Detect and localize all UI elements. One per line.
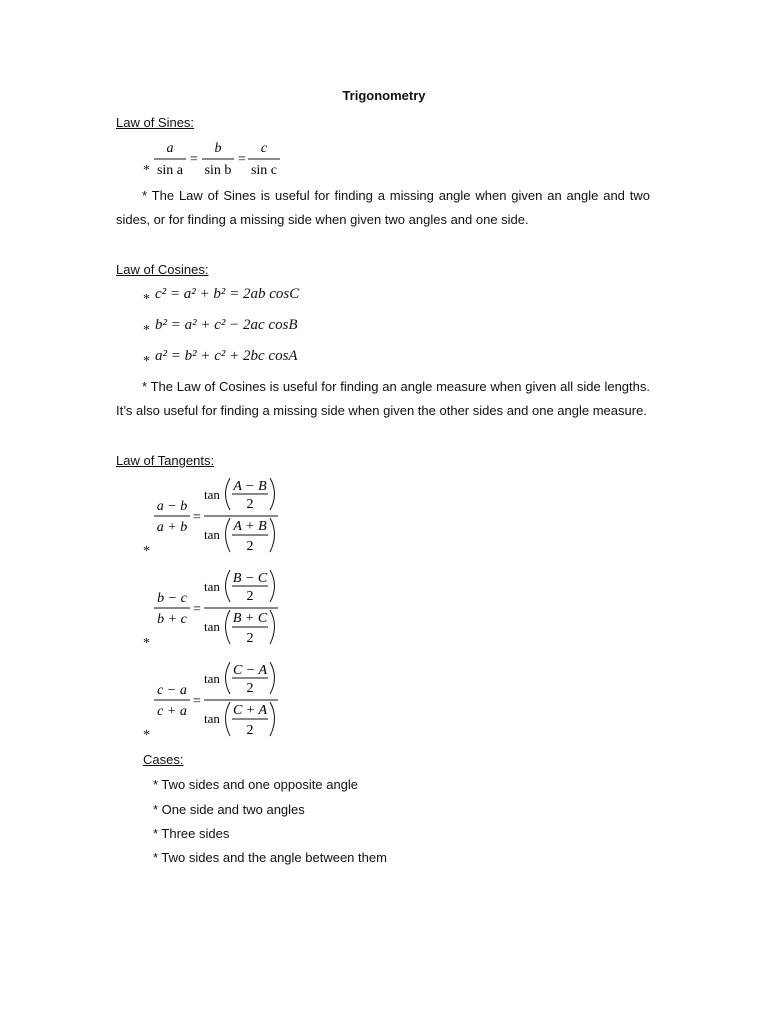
cosines-bullet-3: *: [143, 354, 150, 369]
tan1-top-lparen: [226, 478, 231, 510]
cosines-formula-c: c² = a² + b² = 2ab cosC: [155, 286, 300, 302]
tan1-top-arg: A − B: [233, 479, 267, 494]
tan2-top-tan: tan: [204, 579, 220, 594]
tan3-bot-arg: C + A: [232, 703, 268, 718]
tan2-bot-arg: B + C: [232, 611, 268, 626]
tan1-bot-rparen: [270, 518, 275, 552]
cosines-formula-b: b² = a² + c² − 2ac cosB: [155, 317, 298, 333]
sines-den-b: sin b: [204, 163, 232, 178]
law-of-sines-heading: Law of Sines:: [116, 115, 195, 130]
tan2-lhs-den: b + c: [157, 612, 187, 627]
tan3-top-rparen: [270, 662, 275, 694]
tan2-bot-rparen: [270, 610, 275, 644]
tan1-bot-tan: tan: [204, 527, 220, 542]
tan1-top-two: 2: [246, 497, 254, 512]
tangents-bullet-1: *: [143, 544, 150, 559]
tan3-bot-tan: tan: [204, 711, 220, 726]
tan3-top-arg: C − A: [232, 663, 268, 678]
law-of-sines-formula: [150, 136, 290, 180]
case-item-3: * Three sides: [153, 826, 230, 841]
tan1-bot-lparen: [226, 518, 231, 552]
cosines-formula-a: a² = b² + c² + 2bc cosA: [155, 348, 298, 364]
tan2-top-rparen: [270, 570, 275, 602]
sines-equals-2: =: [238, 152, 246, 167]
case-item-2: * One side and two angles: [153, 802, 305, 817]
law-of-tangents-heading: Law of Tangents:: [116, 453, 215, 468]
page-title: Trigonometry: [342, 88, 426, 103]
tan3-bot-lparen: [226, 702, 231, 736]
tan2-bot-lparen: [226, 610, 231, 644]
tan3-lhs-num: c − a: [157, 683, 187, 698]
tan2-top-arg: B − C: [232, 571, 268, 586]
tan1-bot-two: 2: [246, 539, 254, 554]
sines-den-c: sin c: [250, 163, 278, 178]
case-item-4: * Two sides and the angle between them: [153, 850, 387, 865]
tan3-top-lparen: [226, 662, 231, 694]
sines-num-a: a: [166, 141, 174, 156]
tangent-formula-3: [150, 658, 285, 742]
tangent-formula-2: [150, 566, 285, 650]
sines-num-b: b: [214, 141, 222, 156]
tan1-top-rparen: [270, 478, 275, 510]
tan3-top-two: 2: [246, 681, 254, 696]
tan3-top-tan: tan: [204, 671, 220, 686]
case-item-1: * Two sides and one opposite angle: [153, 777, 359, 792]
tan1-top-tan: tan: [204, 487, 220, 502]
law-of-cosines-note: * The Law of Cosines is useful for finding an angle measure when given all side lengths. It’s also useful for finding a missing side when given the other sides and one angle measure.: [116, 379, 650, 418]
cosines-bullet-1: *: [143, 292, 150, 307]
cases-heading: Cases:: [143, 752, 184, 767]
tangents-bullet-2: *: [143, 636, 150, 651]
tan1-lhs-den: a + b: [156, 520, 188, 535]
tan1-bot-arg: A + B: [233, 519, 267, 534]
tan2-top-two: 2: [246, 589, 254, 604]
tangents-bullet-3: *: [143, 728, 150, 743]
tan2-top-lparen: [226, 570, 231, 602]
tan2-bot-tan: tan: [204, 619, 220, 634]
sines-den-a: sin a: [156, 163, 184, 178]
tan3-equals: =: [193, 694, 201, 709]
law-of-cosines-heading: Law of Cosines:: [116, 262, 209, 277]
tangent-formula-1: [150, 474, 285, 558]
tan2-lhs-num: b − c: [157, 591, 187, 606]
tan2-equals: =: [193, 602, 201, 617]
sines-bullet: *: [143, 163, 150, 178]
tan3-bot-rparen: [270, 702, 275, 736]
sines-equals-1: =: [190, 152, 198, 167]
cosines-bullet-2: *: [143, 323, 150, 338]
sines-num-c: c: [260, 141, 268, 156]
tan2-bot-two: 2: [246, 631, 254, 646]
tan1-lhs-num: a − b: [156, 499, 188, 514]
tan3-lhs-den: c + a: [157, 704, 187, 719]
law-of-sines-note: * The Law of Sines is useful for finding a missing angle when given an angle and two sides, or for finding a missing side when given two angles and one side.: [116, 188, 650, 227]
tan3-bot-two: 2: [246, 723, 254, 738]
tan1-equals: =: [193, 510, 201, 525]
